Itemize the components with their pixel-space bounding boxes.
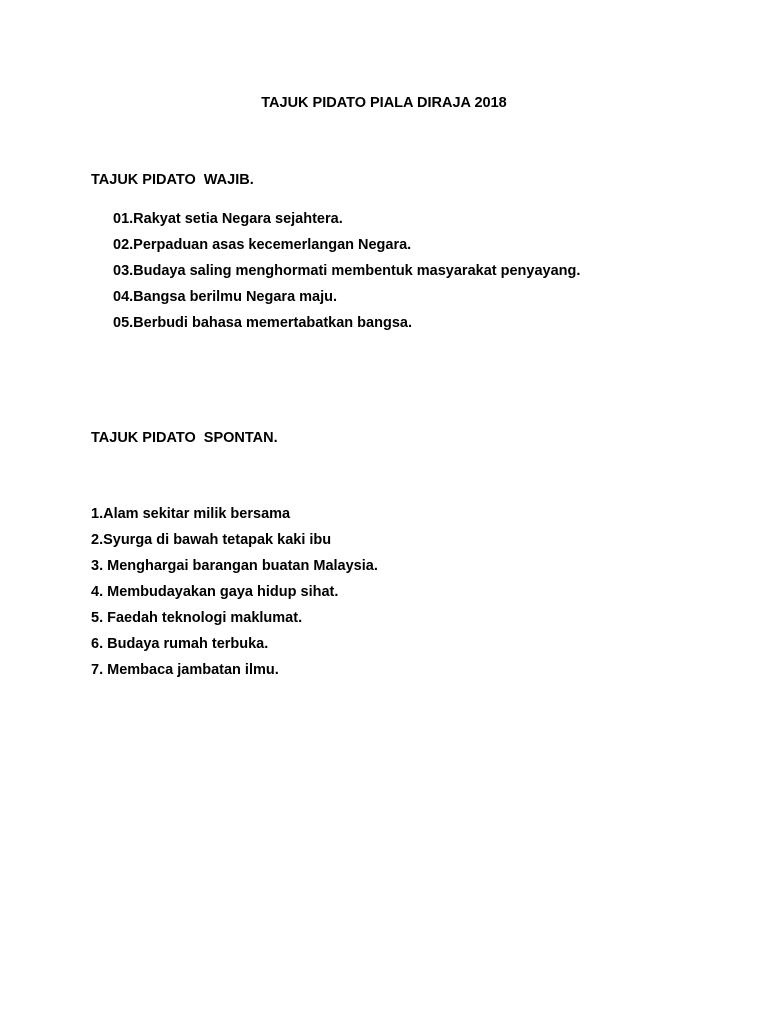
wajib-topic-list	[113, 210, 580, 340]
list-item: 3. Menghargai barangan buatan Malaysia.	[91, 558, 378, 574]
section-heading-spontan: TAJUK PIDATO SPONTAN.	[91, 430, 278, 446]
list-item: 1.Alam sekitar milik bersama	[91, 506, 291, 522]
list-item: 04.Bangsa berilmu Negara maju.	[113, 289, 338, 305]
list-item: 02.Perpaduan asas kecemerlangan Negara.	[113, 237, 412, 253]
list-item: 03.Budaya saling menghormati membentuk masyarakat penyayang.	[113, 263, 581, 279]
spontan-topic-list	[91, 505, 378, 687]
list-item: 01.Rakyat setia Negara sejahtera.	[113, 211, 343, 227]
section-heading-wajib: TAJUK PIDATO WAJIB.	[91, 172, 254, 188]
list-item: 5. Faedah teknologi maklumat.	[91, 610, 303, 626]
list-item: 7. Membaca jambatan ilmu.	[91, 662, 279, 678]
list-item: 2.Syurga di bawah tetapak kaki ibu	[91, 532, 332, 548]
list-item: 6. Budaya rumah terbuka.	[91, 636, 269, 652]
list-item: 4. Membudayakan gaya hidup sihat.	[91, 584, 339, 600]
document-title: TAJUK PIDATO PIALA DIRAJA 2018	[261, 95, 507, 111]
list-item: 05.Berbudi bahasa memertabatkan bangsa.	[113, 315, 412, 331]
